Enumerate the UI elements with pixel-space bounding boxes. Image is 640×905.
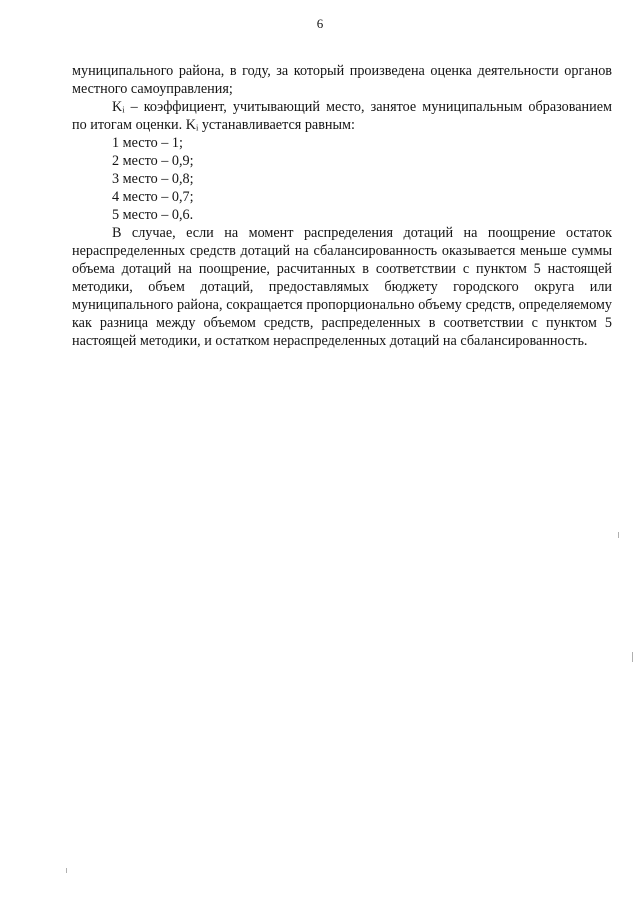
paragraph-reduction-rule: В случае, если на момент распределения дотаций на поощрение остаток нераспределенных средств дотаций на сбалансированность оказывается меньше суммы объема дотаций на поощрение, расчитанных в соответствии с пунктом 5 настоящей методики, объем дотаций, предоставлямых бюджету городского округа или муниципального района, сокращается пропорционально объему средств, определяемому как разница между объемом средств, распределенных в соответствии с пунктом 5 настоящей методики, и остатком нераспределенных дотаций на сбалансированность.: [72, 225, 612, 349]
list-item: 4 место – 0,7;: [112, 189, 194, 205]
scan-artifact: [618, 532, 619, 538]
paragraph-continuation: муниципального района, в году, за который произведена оценка деятельности органов местного самоуправления;: [72, 63, 612, 97]
places-list: [72, 134, 612, 224]
list-item: 2 место – 0,9;: [112, 153, 194, 169]
list-item: 1 место – 1;: [112, 135, 183, 151]
page-number: 6: [316, 16, 324, 31]
list-item: 5 место – 0,6.: [112, 207, 194, 223]
paragraph-coefficient-definition: Kᵢ – коэффициент, учитывающий место, занятое муниципальным образованием по итогам оценки. Kᵢ устанавливается равным:: [72, 99, 612, 133]
list-item: 3 место – 0,8;: [112, 171, 194, 187]
scan-artifact: [632, 652, 633, 662]
document-body: [72, 62, 612, 350]
scan-artifact: [66, 868, 67, 873]
